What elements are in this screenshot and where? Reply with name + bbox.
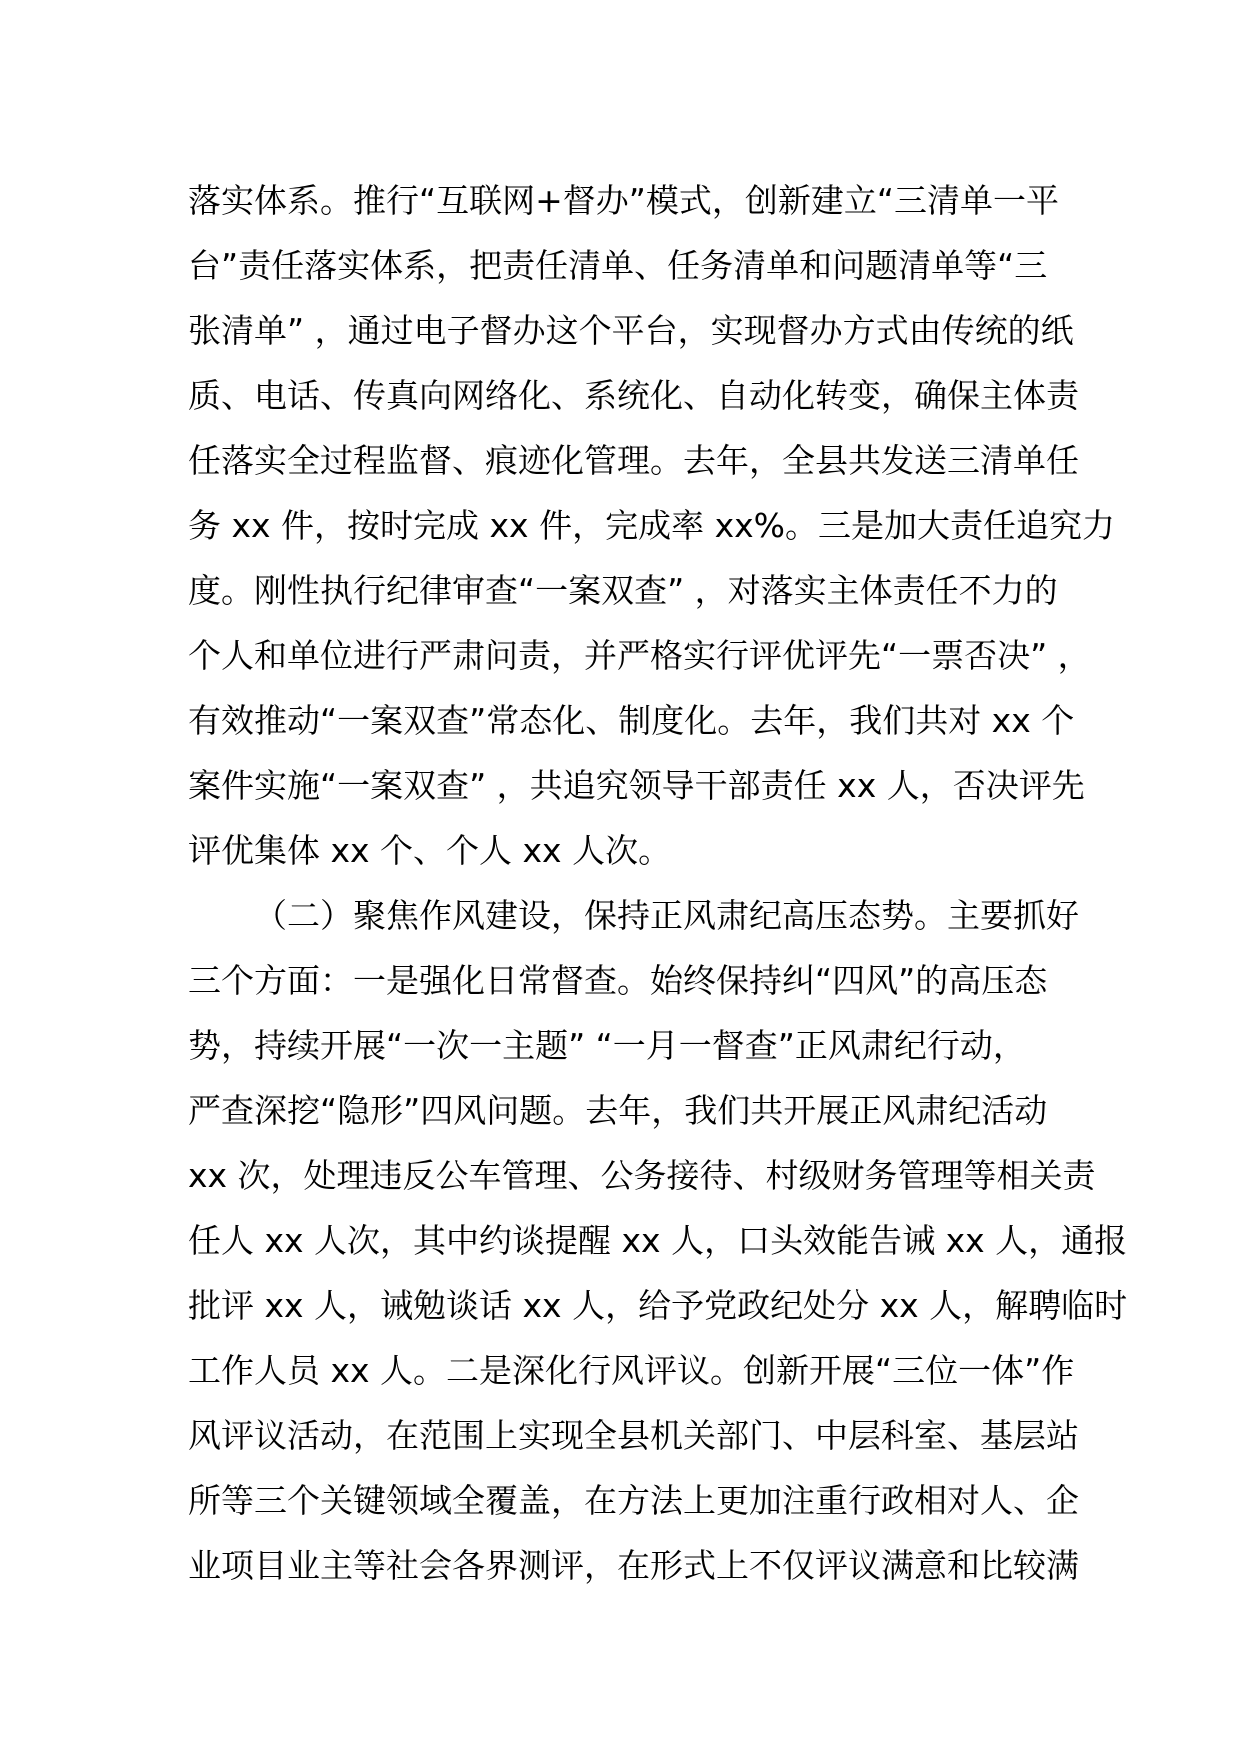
- text-line: 度。刚性执行纪律审查“一案双查” ，对落实主体责任不力的: [188, 571, 1058, 610]
- text-line: 工作人员 xx 人。二是深化行风评议。创新开展“三位一体”作: [188, 1351, 1075, 1390]
- text-line: 张清单” ，通过电子督办这个平台，实现督办方式由传统的纸: [188, 311, 1074, 350]
- text-line: 有效推动“一案双查”常态化、制度化。去年，我们共对 xx 个: [188, 701, 1075, 740]
- text-line: 势，持续开展“一次一主题” “一月一督查”正风肃纪行动，: [188, 1026, 1026, 1065]
- text-line: 质、电话、传真向网络化、系统化、自动化转变，确保主体责: [188, 376, 1079, 415]
- text-line: 三个方面：一是强化日常督查。始终保持纠“四风”的高压态: [188, 961, 1048, 1000]
- paragraph-2: [188, 883, 1128, 1598]
- text-line: 务 xx 件，按时完成 xx 件，完成率 xx%。三是加大责任追究力: [188, 506, 1115, 545]
- document-body: [188, 168, 1128, 1598]
- paragraph-heading-line: （二）聚焦作风建设，保持正风肃纪高压态势。主要抓好: [254, 896, 1079, 935]
- text-line: 台”责任落实体系，把责任清单、任务清单和问题清单等“三: [188, 246, 1048, 285]
- text-line: 案件实施“一案双查” ，共追究领导干部责任 xx 人，否决评先: [188, 766, 1085, 805]
- text-line: 严查深挖“隐形”四风问题。去年，我们共开展正风肃纪活动: [188, 1091, 1048, 1130]
- text-line: 任落实全过程监督、痕迹化管理。去年，全县共发送三清单任: [188, 441, 1079, 480]
- paragraph-1: [188, 168, 1115, 883]
- text-line: 批评 xx 人，诫勉谈话 xx 人，给予党政纪处分 xx 人，解聘临时: [188, 1286, 1128, 1325]
- text-line: 所等三个关键领域全覆盖，在方法上更加注重行政相对人、企: [188, 1481, 1079, 1520]
- text-line: 业项目业主等社会各界测评，在形式上不仅评议满意和比较满: [188, 1546, 1079, 1585]
- text-line: 落实体系。推行“互联网+督办”模式，创新建立“三清单一平: [188, 181, 1059, 220]
- text-line: 个人和单位进行严肃问责，并严格实行评优评先“一票否决” ，: [188, 636, 1091, 675]
- text-line: 评优集体 xx 个、个人 xx 人次。: [188, 831, 672, 870]
- text-line: xx 次，处理违反公车管理、公务接待、村级财务管理等相关责: [188, 1156, 1096, 1195]
- text-line: 任人 xx 人次，其中约谈提醒 xx 人，口头效能告诫 xx 人，通报: [188, 1221, 1128, 1260]
- text-line: 风评议活动，在范围上实现全县机关部门、中层科室、基层站: [188, 1416, 1079, 1455]
